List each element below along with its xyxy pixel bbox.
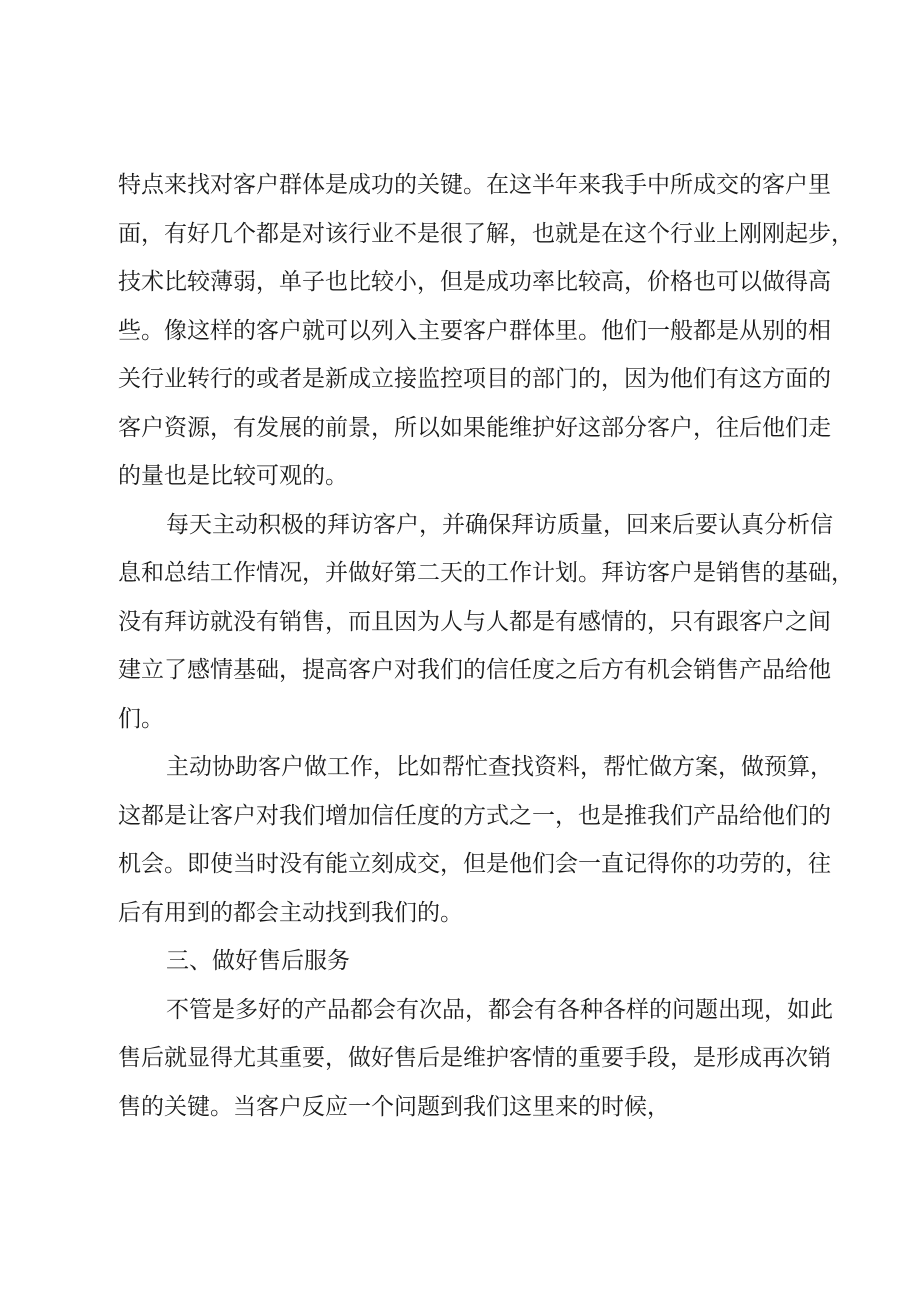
text-line: 没有拜访就没有销售，而且因为人与人都是有感情的，只有跟客户之间 [118,608,831,635]
text-line: 面，有好几个都是对该行业不是很了解，也就是在这个行业上刚刚起步， [118,220,854,247]
section-heading [118,937,830,986]
text-line: 技术比较薄弱，单子也比较小，但是成功率比较高，价格也可以做得高 [118,269,831,295]
text-line: 不管是多好的产品都会有次品，都会有各种各样的问题出现，如此 [166,996,833,1023]
text-line: 息和总结工作情况，并做好第二天的工作计划。拜访客户是销售的基础， [118,560,854,586]
text-line: 客户资源，有发展的前景，所以如果能维护好这部分客户，往后他们走 [118,414,831,441]
document-page [118,161,854,1131]
text-line: 的量也是比较可观的。 [118,463,348,489]
text-line: 主动协助客户做工作，比如帮忙查找资料，帮忙做方案，做预算， [166,754,833,780]
paragraph [118,161,854,501]
text-line: 这都是让客户对我们增加信任度的方式之一，也是推我们产品给他们的 [118,802,831,829]
text-line: 售的关键。当客户反应一个问题到我们这里来的时候， [118,1093,670,1120]
paragraph [118,743,833,937]
text-line: 售后就显得尤其重要，做好售后是维护客情的重要手段，是形成再次销 [118,1045,831,1071]
text-line: 关行业转行的或者是新成立接监控项目的部门的，因为他们有这方面的 [118,366,831,392]
paragraph [118,986,833,1132]
text-line: 些。像这样的客户就可以列入主要客户群体里。他们一般都是从别的相 [118,317,831,344]
paragraph [118,501,854,744]
text-line: 们。 [118,705,164,732]
text-line: 三、做好售后服务 [166,948,350,974]
text-line: 每天主动积极的拜访客户，并确保拜访质量，回来后要认真分析信 [166,511,833,538]
text-line: 特点来找对客户群体是成功的关键。在这半年来我手中所成交的客户里 [118,172,831,198]
text-line: 后有用到的都会主动找到我们的。 [118,899,463,926]
text-line: 机会。即使当时没有能立刻成交，但是他们会一直记得你的功劳的，往 [118,851,831,877]
text-line: 建立了感情基础，提高客户对我们的信任度之后方有机会销售产品给他 [118,657,831,683]
